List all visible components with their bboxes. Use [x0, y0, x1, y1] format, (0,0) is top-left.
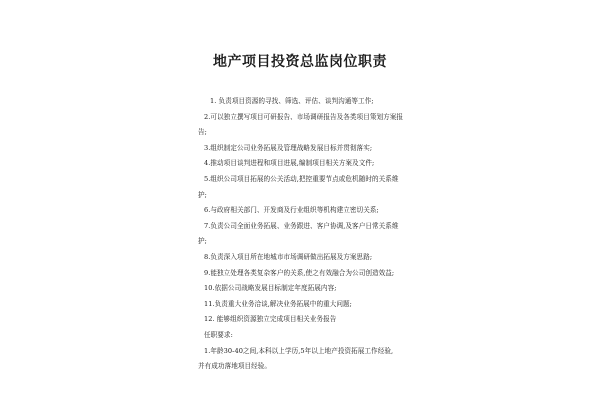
duty-line-7-cont: 护; — [198, 237, 207, 246]
duty-line-10: 10.依据公司战略发展目标制定年度拓展内容; — [204, 284, 337, 293]
duty-line-3: 3.组织制定公司业务拓展及管理战略发展目标并贯彻落实; — [204, 143, 373, 152]
duty-line-11: 11.负责重大业务洽谈,解决业务拓展中的重大问题; — [204, 299, 352, 308]
duty-line-9: 9.能独立处理各类复杂客户的关系,使之有效融合为公司创造效益; — [204, 268, 395, 277]
duty-line-5: 5.组织公司项目拓展的公关活动,把控重要节点或危机随时的关系维 — [204, 174, 399, 183]
requirement-line-1: 1.年龄30-40之间,本科以上学历,5年以上地产投资拓展工作经验, — [204, 346, 394, 355]
duty-line-5-cont: 护; — [198, 190, 207, 199]
duty-line-12: 12. 能够组织资源独立完成项目相关业务报告 — [204, 315, 337, 324]
duty-line-2: 2.可以独立撰写项目可研报告、市场调研报告及各类项目策划方案报 — [204, 112, 404, 121]
duty-line-1: 1. 负责项目资源的寻找、筛选、评估、谈判沟通等工作; — [210, 97, 374, 105]
duty-line-8: 8.负责深入项目所在地城市市场调研做出拓展及方案思路; — [204, 252, 373, 261]
duty-line-7: 7.负责公司全面业务拓展、业务跟进、客户协调,及客户日常关系维 — [204, 221, 399, 230]
document-title: 地产项目投资总监岗位职责 — [213, 54, 387, 70]
requirements-heading: 任职要求: — [204, 330, 233, 339]
duty-line-6: 6.与政府相关部门、开发商及行业组织等机构建立密切关系; — [204, 206, 379, 215]
duty-line-4: 4.推动项目谈判进程和项目进展,编制项目相关方案及文件; — [204, 159, 375, 168]
duties-list — [198, 94, 418, 375]
requirement-line-1-cont: 并有成功落地项目经验。 — [198, 362, 272, 371]
duty-line-2-cont: 告; — [198, 128, 207, 137]
